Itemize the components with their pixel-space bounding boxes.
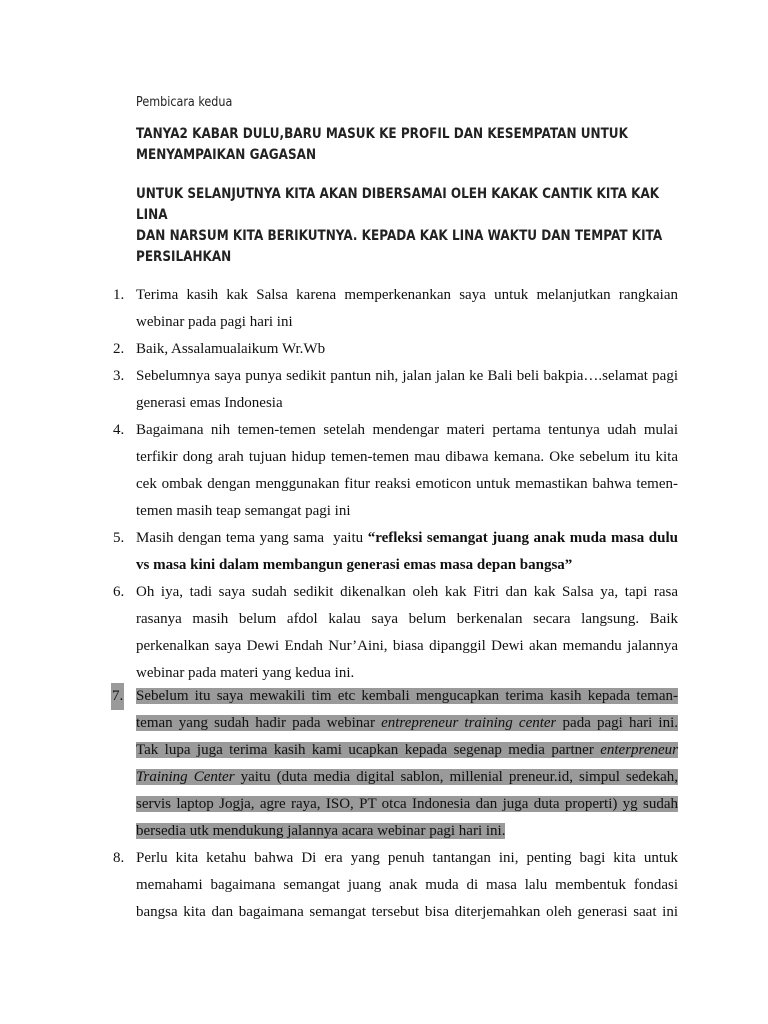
text-line: Perlu kita ketahu bahwa Di era yang penuh tantangan ini, penting bagi kita untuk xyxy=(136,850,678,866)
text-line xyxy=(136,764,678,791)
highlighted-text: pada pagi hari ini. xyxy=(556,715,678,731)
text-line: Oh iya, tadi saya sudah sedikit dikenalkan oleh kak Fitri dan kak Salsa ya, tapi rasa xyxy=(136,584,678,600)
text-line: rasanya masih belum afdol kalau saya belum berkenalan secara langsung. Baik xyxy=(136,611,678,627)
list-text xyxy=(136,417,678,525)
text-line: perkenalkan saya Dewi Endah Nur’Aini, biasa dipanggil Dewi akan memandu jalannya xyxy=(136,638,678,654)
text-line: webinar pada pagi hari ini xyxy=(136,314,293,330)
highlighted-text: teman yang sudah hadir pada webinar xyxy=(136,715,382,731)
text-line xyxy=(136,791,678,818)
highlighted-text: bersedia utk mendukung jalannya acara webinar pagi hari ini. xyxy=(136,823,506,839)
list-number: 8. xyxy=(113,850,125,866)
list-text xyxy=(136,683,678,845)
list-text xyxy=(136,525,678,579)
list-number xyxy=(113,683,124,710)
text-line: Terima kasih kak Salsa karena memperkenankan saya untuk melanjutkan rangkaian xyxy=(136,287,678,303)
highlighted-italic-text: enterpreneur xyxy=(600,742,678,758)
list-text xyxy=(136,363,678,417)
theme-quote: “refleksi semangat juang anak muda masa dulu xyxy=(367,530,678,546)
instruction-line: MENYAMPAIKAN GAGASAN xyxy=(136,147,317,163)
text-run: Masih dengan tema yang sama yaitu xyxy=(136,530,368,546)
highlighted-italic-text: Training Center xyxy=(136,769,235,785)
instruction-line: TANYA2 KABAR DULU,BARU MASUK KE PROFIL DAN KESEMPATAN UNTUK xyxy=(136,126,628,142)
list-number: 3. xyxy=(113,368,125,384)
list-number: 1. xyxy=(113,287,125,303)
text-line xyxy=(136,737,678,764)
instruction-block-1 xyxy=(136,124,676,166)
list-number: 2. xyxy=(113,341,125,357)
highlighted-text: servis laptop Jogja, agre raya, ISO, PT otca Indonesia dan juga duta properti) yg sudah xyxy=(136,796,678,812)
highlighted-text: Sebelum itu saya mewakili tim etc kembali mengucapkan terima kasih kepada teman- xyxy=(136,688,678,704)
text-line: memahami bagaimana semangat juang anak muda di masa lalu membentuk fondasi xyxy=(136,877,678,893)
text-line: terfikir dong arah tujuan hidup temen-temen mau dibawa kemana. Oke sebelum itu kita xyxy=(136,449,678,465)
theme-quote-line: vs masa kini dalam membangun generasi emas masa depan bangsa” xyxy=(136,557,573,573)
text-line xyxy=(136,710,678,737)
text-line: Bagaimana nih temen-temen setelah mendengar materi pertama tentunya udah mulai xyxy=(136,422,678,438)
list-text xyxy=(136,282,678,336)
text-line: cek ombak dengan menggunakan fitur reaksi emoticon untuk memastikan bahwa temen- xyxy=(136,476,678,492)
speaker-heading: Pembicara kedua xyxy=(136,95,233,110)
text-line xyxy=(136,683,678,710)
text-line: Baik, Assalamualaikum Wr.Wb xyxy=(136,341,326,357)
highlighted-italic-text: entrepreneur training center xyxy=(381,715,557,731)
text-line: Sebelumnya saya punya sedikit pantun nih, jalan jalan ke Bali beli bakpia….selamat pagi xyxy=(136,368,678,384)
list-text xyxy=(136,845,678,926)
text-line xyxy=(136,818,678,845)
instruction-line: PERSILAHKAN xyxy=(136,249,232,265)
highlighted-text: Tak lupa juga terima kasih kami ucapkan kepada segenap media partner xyxy=(136,742,601,758)
list-text xyxy=(136,336,678,363)
text-line: generasi emas Indonesia xyxy=(136,395,283,411)
instruction-line: UNTUK SELANJUTNYA KITA AKAN DIBERSAMAI OLEH KAKAK CANTIK KITA KAK LINA xyxy=(136,186,660,223)
text-line: temen masih teap semangat pagi ini xyxy=(136,503,351,519)
list-text xyxy=(136,579,678,687)
instruction-line: DAN NARSUM KITA BERIKUTNYA. KEPADA KAK LINA WAKTU DAN TEMPAT KITA xyxy=(136,228,663,244)
text-line: bangsa kita dan bagaimana semangat tersebut bisa diterjemahkan oleh generasi saat ini xyxy=(136,904,678,920)
text-line xyxy=(136,525,678,552)
text-line: webinar pada materi yang kedua ini. xyxy=(136,665,355,681)
list-number: 4. xyxy=(113,422,125,438)
highlighted-text: yaitu (duta media digital sablon, millenial preneur.id, simpul sedekah, xyxy=(234,769,678,785)
list-number: 5. xyxy=(113,530,125,546)
highlighted-number: 7. xyxy=(111,683,124,710)
list-number: 6. xyxy=(113,584,125,600)
instruction-block-2 xyxy=(136,184,676,268)
